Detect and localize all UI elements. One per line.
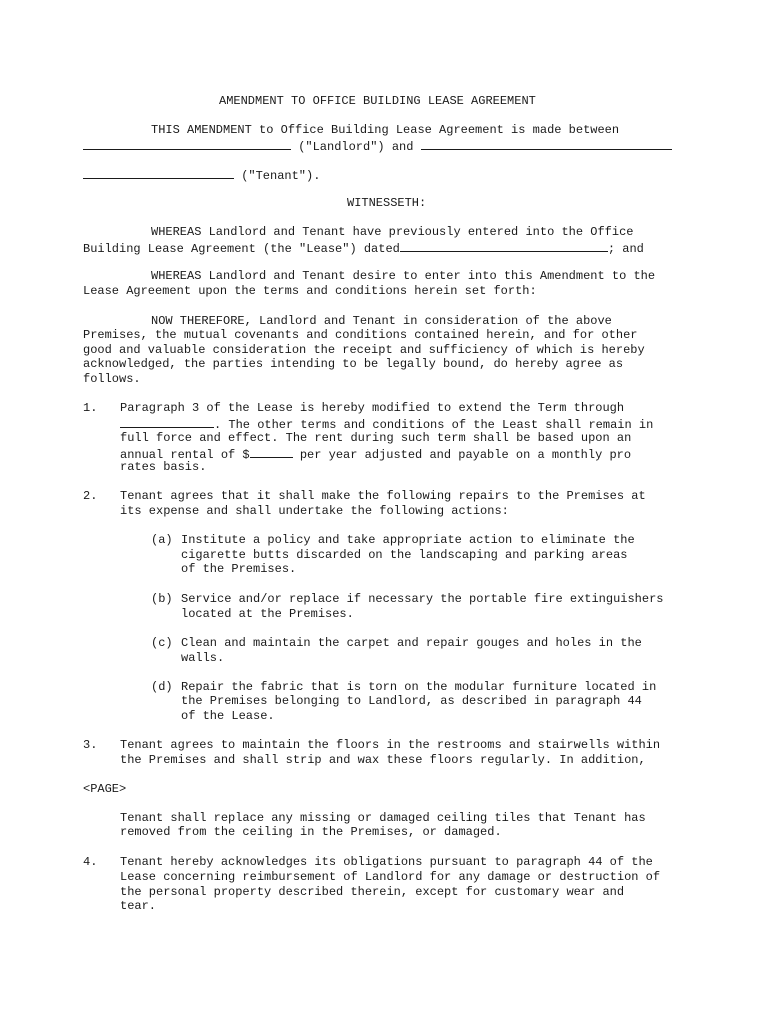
item-4-line: Lease concerning reimbursement of Landlord for any damage or destruction of [120,870,661,884]
tenant-name-blank-1[interactable] [421,138,672,150]
annual-rental-blank[interactable] [250,446,293,458]
item-3-continued-line: Tenant shall replace any missing or damaged ceiling tiles that Tenant has [120,811,646,825]
sub-item-label: (a) [151,533,173,547]
sub-item-line: Repair the fabric that is torn on the modular furniture located in [181,680,657,694]
now-therefore-line: Premises, the mutual covenants and conditions contained herein, and for other [83,328,638,342]
sub-item-line: of the Premises. [181,562,297,576]
intro-landlord-line: ("Landlord") and [83,138,672,155]
sub-item-line: of the Lease. [181,709,275,723]
item-1-line: rates basis. [120,460,207,474]
whereas-2-line-1: WHEREAS Landlord and Tenant desire to enter into this Amendment to the [151,269,656,283]
sub-item-line: located at the Premises. [181,607,354,621]
item-2-number: 2. [83,489,98,503]
item-4-number: 4. [83,855,98,869]
page-break-marker: <PAGE> [83,782,127,796]
term-end-date-blank[interactable] [120,416,214,428]
sub-item-line: Service and/or replace if necessary the portable fire extinguishers [181,592,664,606]
intro-line: THIS AMENDMENT to Office Building Lease Agreement is made between [151,123,620,137]
lease-date-blank[interactable] [400,240,608,252]
sub-item-label: (d) [151,680,173,694]
sub-item-line: walls. [181,651,225,665]
now-therefore-line: acknowledged, the parties intending to be legally bound, do hereby agree as [83,357,624,371]
item-2-line: Tenant agrees that it shall make the following repairs to the Premises at [120,489,646,503]
now-therefore-line: good and valuable consideration the receipt and sufficiency of which is hereby [83,343,645,357]
sub-item-line: Clean and maintain the carpet and repair gouges and holes in the [181,636,642,650]
item-1-number: 1. [83,401,98,415]
sub-item-label: (c) [151,636,173,650]
item-1-line: full force and effect. The rent during such term shall be based upon an [120,431,632,445]
item-4-line: tear. [120,899,157,913]
sub-item-line: the Premises belonging to Landlord, as described in paragraph 44 [181,694,642,708]
sub-item-line: cigarette butts discarded on the landscaping and parking areas [181,548,628,562]
document-title: AMENDMENT TO OFFICE BUILDING LEASE AGREEMENT [219,94,536,108]
whereas-1-line-1: WHEREAS Landlord and Tenant have previously entered into the Office [151,225,634,239]
now-therefore-line: NOW THEREFORE, Landlord and Tenant in consideration of the above [151,314,612,328]
item-4-line: Tenant hereby acknowledges its obligations pursuant to paragraph 44 of the [120,855,653,869]
sub-item-line: Institute a policy and take appropriate action to eliminate the [181,533,635,547]
sub-item-label: (b) [151,592,173,606]
whereas-1-line-2: Building Lease Agreement (the "Lease") dated ; and [83,242,644,256]
item-1-line: . The other terms and conditions of the Least shall remain in [120,416,653,433]
item-1-line: Paragraph 3 of the Lease is hereby modified to extend the Term through [120,401,625,415]
witnesseth-heading: WITNESSETH: [347,196,427,210]
item-2-line: its expense and shall undertake the following actions: [120,504,509,518]
item-4-line: the personal property described therein, except for customary wear and [120,885,625,899]
item-3-number: 3. [83,738,98,752]
now-therefore-line: follows. [83,372,141,386]
item-3-line: the Premises and shall strip and wax these floors regularly. In addition, [120,753,646,767]
item-3-continued-line: removed from the ceiling in the Premises, or damaged. [120,825,502,839]
item-3-line: Tenant agrees to maintain the floors in the restrooms and stairwells within [120,738,661,752]
item-1-line: annual rental of $ per year adjusted and payable on a monthly pro [120,448,632,462]
intro-tenant-line: ("Tenant"). [83,167,320,184]
whereas-2-line-2: Lease Agreement upon the terms and conditions herein set forth: [83,284,537,298]
tenant-name-blank-2[interactable] [83,167,234,179]
landlord-name-blank[interactable] [83,138,291,150]
